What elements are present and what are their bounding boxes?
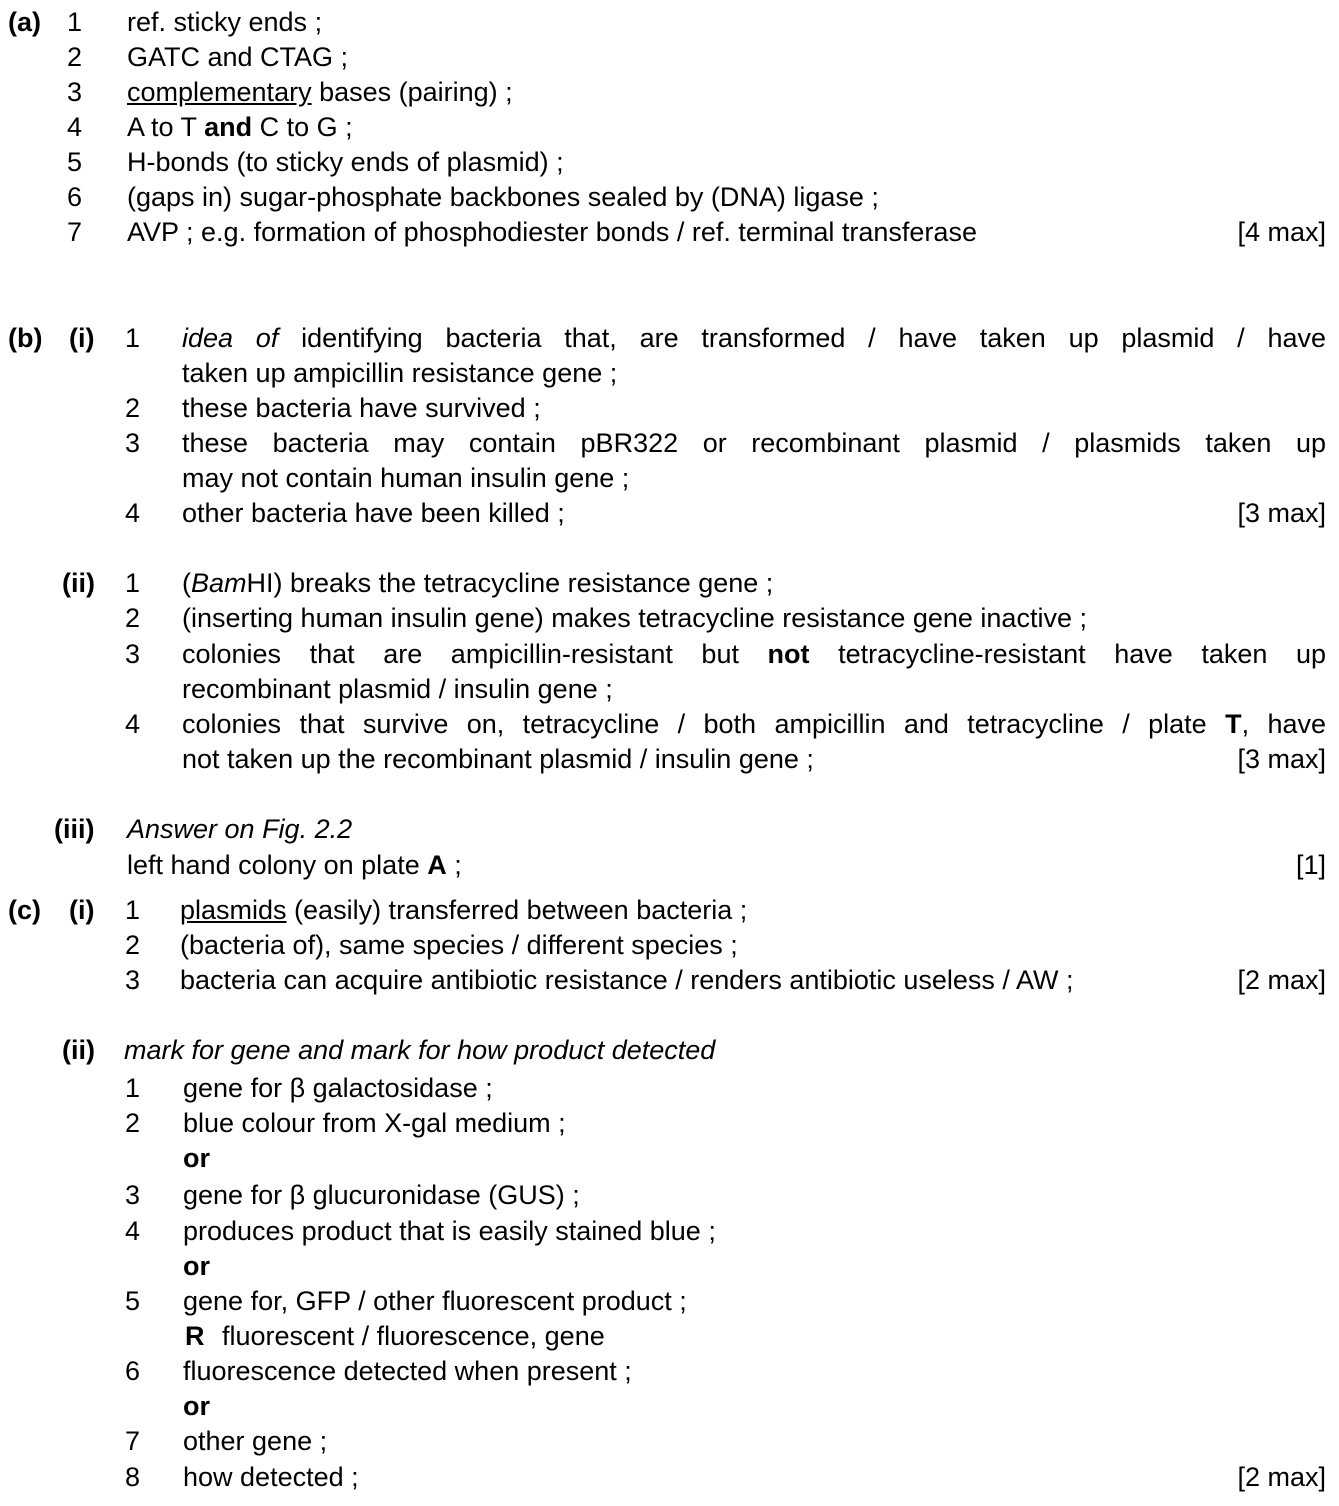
item-text: how detected ; bbox=[183, 1462, 359, 1492]
underlined-term: complementary bbox=[127, 77, 312, 107]
reject-marker: R bbox=[185, 1321, 205, 1351]
instruction-note: Answer on Fig. 2.2 bbox=[127, 814, 353, 844]
item-text-continued: not taken up the recombinant plasmid / insulin gene ; bbox=[182, 744, 814, 774]
item-number: 3 bbox=[125, 965, 141, 995]
item-text: (gaps in) sugar-phosphate backbones sealed by (DNA) ligase ; bbox=[127, 182, 879, 212]
item-number: 2 bbox=[67, 42, 83, 72]
text-part: ( bbox=[182, 568, 191, 598]
subpart-label: (ii) bbox=[62, 568, 95, 598]
item-text-rest: bases (pairing) ; bbox=[311, 77, 513, 107]
marks-label: [4 max] bbox=[1237, 217, 1326, 247]
item-number: 1 bbox=[125, 568, 141, 598]
subpart-label: (iii) bbox=[54, 814, 95, 844]
item-text bbox=[127, 75, 513, 110]
italic-term: idea of bbox=[182, 323, 279, 353]
text-part: left hand colony on plate bbox=[127, 850, 428, 880]
item-text: other bacteria have been killed ; bbox=[182, 498, 565, 528]
item-text: H-bonds (to sticky ends of plasmid) ; bbox=[127, 147, 564, 177]
item-text: (bacteria of), same species / different species ; bbox=[180, 930, 738, 960]
or-separator: or bbox=[183, 1143, 210, 1173]
item-text bbox=[182, 321, 1326, 356]
item-number: 1 bbox=[125, 323, 141, 353]
item-text-rest: (easily) transferred between bacteria ; bbox=[286, 895, 748, 925]
text-part: C to G ; bbox=[252, 112, 353, 142]
item-number: 1 bbox=[67, 7, 83, 37]
item-text-continued: recombinant plasmid / insulin gene ; bbox=[182, 674, 613, 704]
item-text: ref. sticky ends ; bbox=[127, 7, 323, 37]
part-b-label: (b) bbox=[8, 323, 43, 353]
item-number: 7 bbox=[125, 1426, 141, 1456]
item-text: produces product that is easily stained blue ; bbox=[183, 1216, 716, 1246]
text-part: HI) breaks the tetracycline resistance gene ; bbox=[246, 568, 774, 598]
underlined-term: plasmids bbox=[180, 895, 287, 925]
subpart-label: (i) bbox=[69, 895, 95, 925]
item-number: 4 bbox=[125, 1216, 141, 1246]
item-number: 3 bbox=[67, 77, 83, 107]
marks-label: [3 max] bbox=[1237, 498, 1326, 528]
subpart-label: (i) bbox=[69, 323, 95, 353]
item-number: 4 bbox=[125, 498, 141, 528]
text-part: tetracycline-resistant have taken up bbox=[809, 639, 1326, 669]
item-text: GATC and CTAG ; bbox=[127, 42, 349, 72]
marks-label: [3 max] bbox=[1237, 744, 1326, 774]
item-text: blue colour from X-gal medium ; bbox=[183, 1108, 566, 1138]
part-c-label: (c) bbox=[8, 895, 41, 925]
item-text: AVP ; e.g. formation of phosphodiester bonds / ref. terminal transferase bbox=[127, 217, 977, 247]
item-number: 2 bbox=[125, 1108, 141, 1138]
item-text-continued: taken up ampicillin resistance gene ; bbox=[182, 358, 618, 388]
item-number: 8 bbox=[125, 1462, 141, 1492]
item-number: 6 bbox=[125, 1356, 141, 1386]
item-text bbox=[127, 110, 353, 145]
item-text-continued: may not contain human insulin gene ; bbox=[182, 463, 630, 493]
item-text bbox=[180, 893, 747, 928]
marks-label: [2 max] bbox=[1237, 1462, 1326, 1492]
item-text: bacteria can acquire antibiotic resistance / renders antibiotic useless / AW ; bbox=[180, 965, 1074, 995]
item-text-rest: identifying bacteria that, are transformed / have taken up plasmid / have bbox=[278, 323, 1326, 353]
item-number: 2 bbox=[125, 603, 141, 633]
text-part: ; bbox=[446, 850, 462, 880]
italic-term: Bam bbox=[191, 568, 247, 598]
item-text: these bacteria have survived ; bbox=[182, 393, 541, 423]
part-a-label: (a) bbox=[8, 7, 41, 37]
item-text bbox=[182, 566, 773, 601]
item-number: 3 bbox=[125, 1180, 141, 1210]
item-number: 6 bbox=[67, 182, 83, 212]
item-text: fluorescence detected when present ; bbox=[183, 1356, 632, 1386]
item-text: gene for β glucuronidase (GUS) ; bbox=[183, 1180, 580, 1210]
item-number: 4 bbox=[67, 112, 83, 142]
item-number: 1 bbox=[125, 895, 141, 925]
item-number: 1 bbox=[125, 1073, 141, 1103]
text-part: , have bbox=[1241, 709, 1326, 739]
subpart-label: (ii) bbox=[62, 1035, 95, 1065]
item-number: 2 bbox=[125, 930, 141, 960]
item-number: 7 bbox=[67, 217, 83, 247]
or-separator: or bbox=[183, 1391, 210, 1421]
text-part: A to T bbox=[127, 112, 205, 142]
reject-text: fluorescent / fluorescence, gene bbox=[222, 1321, 605, 1351]
item-number: 3 bbox=[125, 639, 141, 669]
text-part: colonies that survive on, tetracycline / both ampicillin and tetracycline / plate bbox=[182, 709, 1226, 739]
instruction-note: mark for gene and mark for how product detected bbox=[124, 1035, 716, 1065]
text-part: colonies that are ampicillin-resistant but bbox=[182, 639, 768, 669]
item-text: gene for, GFP / other fluorescent product ; bbox=[183, 1286, 687, 1316]
bold-term: T bbox=[1225, 709, 1242, 739]
item-number: 5 bbox=[67, 147, 83, 177]
item-text: these bacteria may contain pBR322 or recombinant plasmid / plasmids taken up bbox=[182, 428, 1326, 458]
item-text bbox=[182, 707, 1326, 742]
item-number: 3 bbox=[125, 428, 141, 458]
marks-label: [2 max] bbox=[1237, 965, 1326, 995]
item-number: 2 bbox=[125, 393, 141, 423]
item-number: 4 bbox=[125, 709, 141, 739]
or-separator: or bbox=[183, 1251, 210, 1281]
bold-term: not bbox=[767, 639, 810, 669]
bold-term: A bbox=[427, 850, 447, 880]
bold-term: and bbox=[204, 112, 253, 142]
answer-text bbox=[127, 848, 462, 883]
item-text: gene for β galactosidase ; bbox=[183, 1073, 493, 1103]
item-number: 5 bbox=[125, 1286, 141, 1316]
marks-label: [1] bbox=[1295, 850, 1326, 880]
item-text bbox=[182, 637, 1326, 672]
item-text: (inserting human insulin gene) makes tetracycline resistance gene inactive ; bbox=[182, 603, 1087, 633]
item-text: other gene ; bbox=[183, 1426, 328, 1456]
